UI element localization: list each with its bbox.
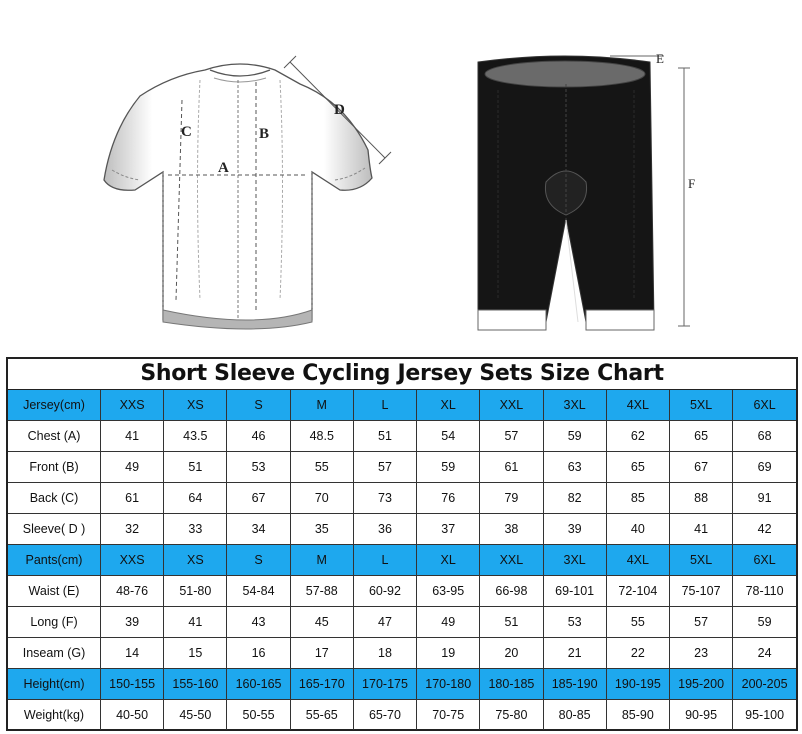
size-header-cell: 3XL (543, 390, 606, 421)
table-cell: 54 (417, 421, 480, 452)
size-header-cell: 190-195 (606, 669, 669, 700)
table-cell: 49 (417, 607, 480, 638)
table-cell: 91 (733, 483, 796, 514)
table-cell: 14 (101, 638, 164, 669)
table-cell: 45-50 (164, 700, 227, 731)
size-header-cell: XXL (480, 545, 543, 576)
table-cell: 41 (669, 514, 732, 545)
table-cell: 68 (733, 421, 796, 452)
table-cell: 75-80 (480, 700, 543, 731)
garment-diagrams (0, 0, 802, 350)
size-header-cell: 6XL (733, 390, 796, 421)
size-header-cell: 5XL (669, 390, 732, 421)
size-header-cell: XS (164, 390, 227, 421)
size-header-row (8, 669, 796, 700)
size-header-cell: 4XL (606, 390, 669, 421)
size-header-cell: XXS (101, 545, 164, 576)
size-header-row (8, 390, 796, 421)
size-header-cell: 200-205 (733, 669, 796, 700)
row-label: Jersey(cm) (8, 390, 101, 421)
table-cell: 40-50 (101, 700, 164, 731)
table-cell: 34 (227, 514, 290, 545)
table-cell: 39 (101, 607, 164, 638)
size-header-cell: XXL (480, 390, 543, 421)
table-cell: 20 (480, 638, 543, 669)
table-cell: 51 (164, 452, 227, 483)
size-chart-title: Short Sleeve Cycling Jersey Sets Size Chart (8, 359, 796, 390)
row-label: Chest (A) (8, 421, 101, 452)
row-label: Long (F) (8, 607, 101, 638)
measurement-row (8, 576, 796, 607)
table-cell: 24 (733, 638, 796, 669)
table-cell: 70 (290, 483, 353, 514)
table-cell: 51 (353, 421, 416, 452)
table-cell: 35 (290, 514, 353, 545)
table-cell: 70-75 (417, 700, 480, 731)
size-header-cell: L (353, 390, 416, 421)
table-cell: 22 (606, 638, 669, 669)
table-cell: 23 (669, 638, 732, 669)
table-cell: 69 (733, 452, 796, 483)
jersey-label-b: B (259, 126, 270, 142)
table-cell: 59 (417, 452, 480, 483)
size-header-cell: 195-200 (669, 669, 732, 700)
table-cell: 33 (164, 514, 227, 545)
size-header-cell: 155-160 (164, 669, 227, 700)
table-cell: 73 (353, 483, 416, 514)
table-cell: 18 (353, 638, 416, 669)
size-header-cell: S (227, 545, 290, 576)
row-label: Weight(kg) (8, 700, 101, 731)
table-cell: 54-84 (227, 576, 290, 607)
size-header-cell: 165-170 (290, 669, 353, 700)
size-header-cell: L (353, 545, 416, 576)
table-cell: 39 (543, 514, 606, 545)
row-label: Front (B) (8, 452, 101, 483)
table-cell: 16 (227, 638, 290, 669)
table-cell: 46 (227, 421, 290, 452)
size-header-cell: 3XL (543, 545, 606, 576)
table-cell: 51 (480, 607, 543, 638)
table-cell: 37 (417, 514, 480, 545)
size-header-cell: 170-180 (417, 669, 480, 700)
size-chart-body (8, 390, 796, 730)
size-header-cell: XS (164, 545, 227, 576)
table-cell: 57 (480, 421, 543, 452)
table-cell: 59 (543, 421, 606, 452)
table-cell: 61 (101, 483, 164, 514)
size-header-cell: M (290, 390, 353, 421)
table-cell: 19 (417, 638, 480, 669)
table-cell: 49 (101, 452, 164, 483)
jersey-label-a: A (218, 160, 229, 176)
table-cell: 42 (733, 514, 796, 545)
size-header-cell: XXS (101, 390, 164, 421)
table-cell: 15 (164, 638, 227, 669)
table-cell: 53 (543, 607, 606, 638)
table-cell: 61 (480, 452, 543, 483)
table-cell: 53 (227, 452, 290, 483)
size-chart (6, 357, 798, 731)
measurement-row (8, 638, 796, 669)
table-cell: 41 (101, 421, 164, 452)
measurement-row (8, 607, 796, 638)
table-cell: 55 (290, 452, 353, 483)
size-header-cell: S (227, 390, 290, 421)
table-cell: 65 (606, 452, 669, 483)
shorts-label-f: F (688, 176, 696, 191)
table-cell: 75-107 (669, 576, 732, 607)
size-header-cell: 180-185 (480, 669, 543, 700)
size-header-row (8, 545, 796, 576)
size-header-cell: XL (417, 545, 480, 576)
row-label: Height(cm) (8, 669, 101, 700)
table-cell: 72-104 (606, 576, 669, 607)
table-cell: 85 (606, 483, 669, 514)
table-cell: 36 (353, 514, 416, 545)
table-cell: 41 (164, 607, 227, 638)
row-label: Waist (E) (8, 576, 101, 607)
table-cell: 57-88 (290, 576, 353, 607)
row-label: Back (C) (8, 483, 101, 514)
size-header-cell: 5XL (669, 545, 732, 576)
table-cell: 67 (669, 452, 732, 483)
table-cell: 80-85 (543, 700, 606, 731)
row-label: Sleeve( D ) (8, 514, 101, 545)
table-cell: 65 (669, 421, 732, 452)
table-cell: 57 (353, 452, 416, 483)
shorts-illustration (478, 56, 690, 330)
table-cell: 51-80 (164, 576, 227, 607)
table-cell: 64 (164, 483, 227, 514)
table-cell: 63-95 (417, 576, 480, 607)
table-cell: 57 (669, 607, 732, 638)
size-header-cell: XL (417, 390, 480, 421)
table-cell: 78-110 (733, 576, 796, 607)
size-chart-table (8, 390, 796, 730)
table-cell: 76 (417, 483, 480, 514)
table-cell: 65-70 (353, 700, 416, 731)
table-cell: 88 (669, 483, 732, 514)
table-cell: 85-90 (606, 700, 669, 731)
table-cell: 17 (290, 638, 353, 669)
table-cell: 59 (733, 607, 796, 638)
table-cell: 60-92 (353, 576, 416, 607)
table-cell: 40 (606, 514, 669, 545)
size-header-cell: 170-175 (353, 669, 416, 700)
table-cell: 55-65 (290, 700, 353, 731)
table-cell: 43 (227, 607, 290, 638)
table-cell: 38 (480, 514, 543, 545)
measurement-row (8, 421, 796, 452)
table-cell: 62 (606, 421, 669, 452)
size-header-cell: 185-190 (543, 669, 606, 700)
table-cell: 82 (543, 483, 606, 514)
table-cell: 79 (480, 483, 543, 514)
table-cell: 63 (543, 452, 606, 483)
jersey-illustration (104, 56, 391, 329)
measurement-row (8, 452, 796, 483)
size-header-cell: 150-155 (101, 669, 164, 700)
jersey-label-d: D (334, 102, 345, 118)
measurement-row (8, 483, 796, 514)
table-cell: 48-76 (101, 576, 164, 607)
size-header-cell: 4XL (606, 545, 669, 576)
jersey-label-c: C (181, 124, 192, 140)
table-cell: 55 (606, 607, 669, 638)
size-header-cell: 6XL (733, 545, 796, 576)
table-cell: 50-55 (227, 700, 290, 731)
measurement-row (8, 700, 796, 731)
size-header-cell: 160-165 (227, 669, 290, 700)
table-cell: 67 (227, 483, 290, 514)
table-cell: 48.5 (290, 421, 353, 452)
row-label: Pants(cm) (8, 545, 101, 576)
table-cell: 45 (290, 607, 353, 638)
table-cell: 47 (353, 607, 416, 638)
shorts-label-e: E (656, 51, 664, 66)
shorts-label-g: G (559, 272, 569, 287)
table-cell: 32 (101, 514, 164, 545)
table-cell: 90-95 (669, 700, 732, 731)
table-cell: 43.5 (164, 421, 227, 452)
table-cell: 21 (543, 638, 606, 669)
size-header-cell: M (290, 545, 353, 576)
row-label: Inseam (G) (8, 638, 101, 669)
measurement-row (8, 514, 796, 545)
table-cell: 69-101 (543, 576, 606, 607)
table-cell: 66-98 (480, 576, 543, 607)
table-cell: 95-100 (733, 700, 796, 731)
